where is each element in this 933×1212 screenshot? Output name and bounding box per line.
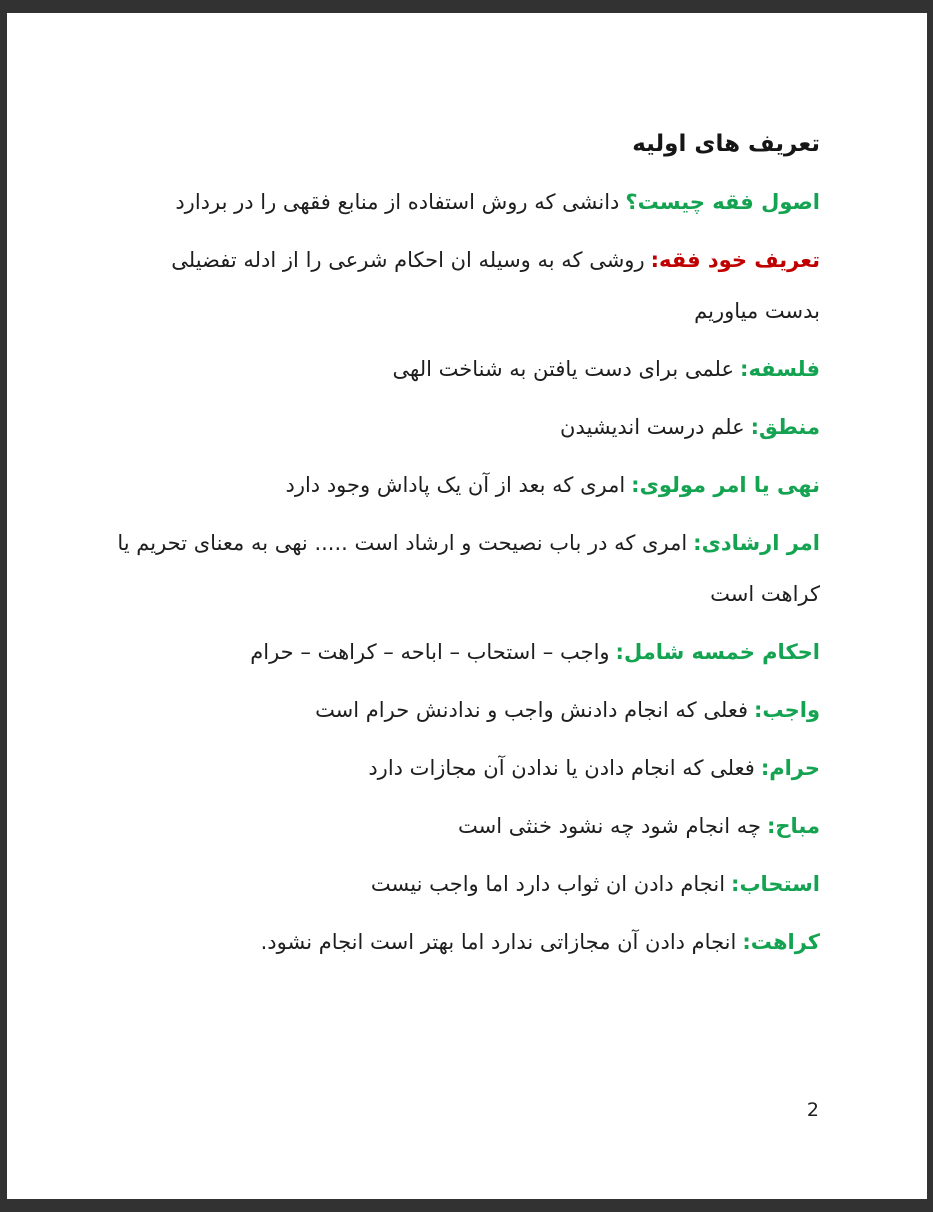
definition-paragraph-osul-feqh	[113, 177, 820, 228]
definition-paragraph-manteq	[113, 402, 820, 453]
term-label: امر ارشادی:	[693, 531, 820, 555]
definition-paragraph-ahkam-khamse	[113, 627, 820, 678]
term-label: واجب:	[753, 698, 820, 722]
document-page	[7, 13, 927, 1199]
term-label: مباح:	[767, 814, 820, 838]
definition-paragraph-falsafe	[113, 344, 820, 395]
term-label: منطق:	[750, 415, 820, 439]
term-definition: چه انجام شود چه نشود خنثی است	[458, 814, 761, 838]
definition-paragraph-tarif-feqh	[113, 235, 820, 337]
definition-paragraph-estehab	[113, 859, 820, 910]
term-definition: فعلی که انجام دادنش واجب و ندادنش حرام است	[315, 698, 748, 722]
term-definition: علم درست اندیشیدن	[560, 415, 745, 439]
definition-paragraph-kerahat	[113, 917, 820, 968]
definition-paragraph-haram	[113, 743, 820, 794]
definition-paragraph-vajeb	[113, 685, 820, 736]
term-label: حرام:	[760, 756, 820, 780]
term-definition: فعلی که انجام دادن یا ندادن آن مجازات دارد	[368, 756, 755, 780]
term-label: استحاب:	[731, 872, 820, 896]
term-label: نهی یا امر مولوی:	[631, 473, 820, 497]
definition-paragraph-amr-molavi	[113, 460, 820, 511]
definition-paragraph-amr-ershadi	[113, 518, 820, 620]
term-definition: واجب – استحاب – اباحه – کراهت – حرام	[250, 640, 610, 664]
page-number: 2	[806, 1099, 819, 1121]
term-label: احکام خمسه شامل:	[615, 640, 820, 664]
page-title: تعریف های اولیه	[632, 131, 820, 157]
document-content	[7, 13, 927, 968]
term-definition: روشی که به وسیله ان احکام شرعی را از ادله تفضیلی بدست میاوریم	[171, 248, 820, 323]
term-label: فلسفه:	[740, 357, 820, 381]
term-definition: امری که در باب نصیحت و ارشاد است ..... نهی به معنای تحریم یا کراهت است	[117, 531, 820, 606]
term-definition: علمی برای دست یافتن به شناخت الهی	[392, 357, 735, 381]
term-label: کراهت:	[742, 930, 820, 954]
definition-paragraph-mobah	[113, 801, 820, 852]
term-definition: انجام دادن ان ثواب دارد اما واجب نیست	[370, 872, 726, 896]
term-definition: انجام دادن آن مجازاتی ندارد اما بهتر است انجام نشود.	[260, 930, 737, 954]
term-label: تعریف خود فقه:	[650, 248, 820, 272]
term-label: اصول فقه چیست؟	[625, 190, 820, 214]
term-definition: امری که بعد از آن یک پاداش وجود دارد	[285, 473, 626, 497]
term-definition: دانشی که روش استفاده از منابع فقهی را در بردارد	[175, 190, 620, 214]
